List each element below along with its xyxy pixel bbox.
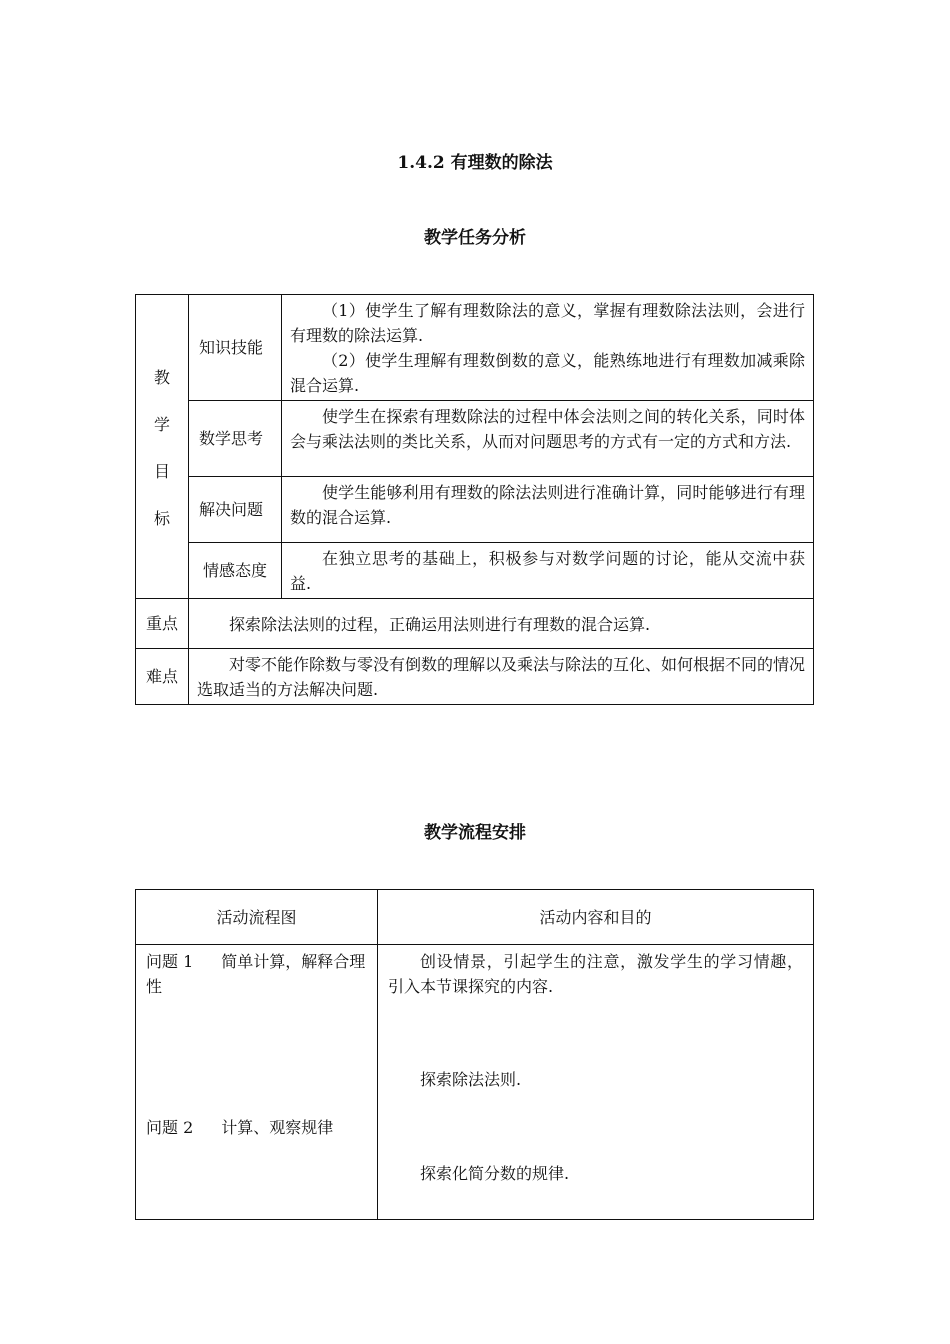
row-label-knowledge: 知识技能 bbox=[189, 295, 282, 401]
difficulty-label: 难点 bbox=[136, 649, 189, 705]
flow-col-header-chart: 活动流程图 bbox=[136, 890, 378, 945]
flow-col-header-content: 活动内容和目的 bbox=[378, 890, 814, 945]
key-point-content bbox=[189, 599, 814, 649]
teaching-task-analysis-table bbox=[135, 294, 814, 705]
row-label-attitude: 情感态度 bbox=[189, 543, 282, 599]
problem-solving-line: 使学生能够利用有理数的除法法则进行准确计算，同时能够进行有理数的混合运算. bbox=[290, 483, 805, 527]
goal-label-cell bbox=[136, 295, 189, 599]
flow-chart-cell bbox=[136, 945, 378, 1220]
goal-label-char: 学 bbox=[153, 414, 170, 434]
section-heading-analysis: 教学任务分析 bbox=[424, 228, 526, 248]
teaching-flow-table bbox=[135, 889, 814, 1220]
attitude-line: 在独立思考的基础上，积极参与对数学问题的讨论，能从交流中获益. bbox=[290, 549, 805, 593]
flow-content-cell bbox=[378, 945, 814, 1220]
goal-label-char: 目 bbox=[153, 461, 170, 481]
row-content-attitude bbox=[282, 543, 814, 599]
math-thinking-line: 使学生在探索有理数除法的过程中体会法则之间的转化关系，同时体会与乘法法则的类比关系，从而对问题思考的方式有一定的方式和方法. bbox=[290, 407, 805, 451]
difficulty-content bbox=[189, 649, 814, 705]
document-title: 1.4.2 有理数的除法 bbox=[397, 153, 553, 173]
difficulty-text: 对零不能作除数与零没有倒数的理解以及乘法与除法的互化、如何根据不同的情况选取适当的方法解决问题. bbox=[197, 655, 806, 699]
flow-content-p1: 创设情景，引起学生的注意，激发学生的学习情趣，引入本节课探究的内容. bbox=[388, 952, 803, 996]
q1-label: 问题 1 bbox=[146, 952, 194, 971]
flow-item-q1 bbox=[146, 949, 369, 999]
flow-content-p2: 探索除法法则. bbox=[420, 1070, 522, 1089]
q1-text: 简单计算，解释合理性 bbox=[146, 952, 366, 996]
knowledge-line-1: （1）使学生了解有理数除法的意义，掌握有理数除法法则，会进行有理数的除法运算. bbox=[290, 301, 805, 345]
row-content-problem-solving bbox=[282, 477, 814, 543]
row-content-knowledge bbox=[282, 295, 814, 401]
knowledge-line-2: （2）使学生理解有理数倒数的意义，能熟练地进行有理数加减乘除混合运算. bbox=[290, 351, 805, 395]
row-label-problem-solving: 解决问题 bbox=[189, 477, 282, 543]
key-point-text: 探索除法法则的过程，正确运用法则进行有理数的混合运算. bbox=[229, 614, 651, 634]
goal-label-char: 标 bbox=[153, 508, 170, 528]
flow-content-p3: 探索化简分数的规律. bbox=[420, 1164, 570, 1183]
row-label-math-thinking: 数学思考 bbox=[189, 401, 282, 477]
q2-text: 计算、观察规律 bbox=[221, 1118, 334, 1137]
row-content-math-thinking bbox=[282, 401, 814, 477]
q2-label: 问题 2 bbox=[146, 1118, 194, 1137]
key-point-label: 重点 bbox=[136, 599, 189, 649]
section-heading-flow: 教学流程安排 bbox=[424, 823, 526, 843]
flow-item-q2 bbox=[146, 1115, 369, 1140]
goal-label-char: 教 bbox=[153, 367, 170, 387]
